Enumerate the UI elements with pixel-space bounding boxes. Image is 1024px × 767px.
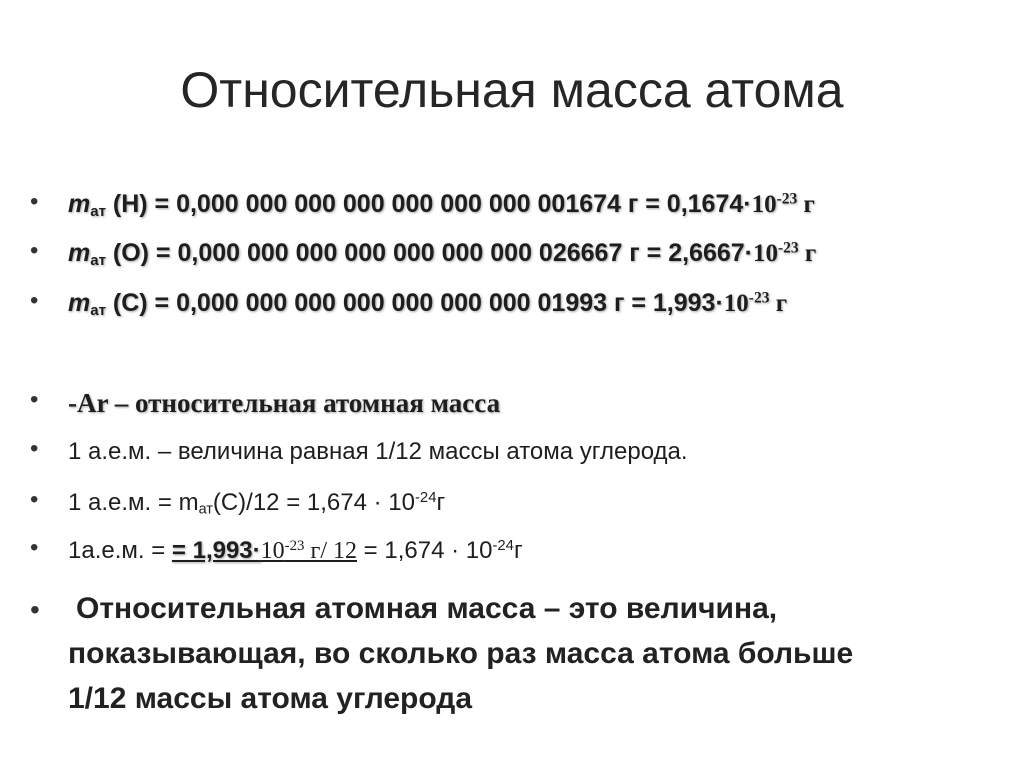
bullet-icon: •: [30, 594, 40, 625]
mass-h-formula: $m_{ат}$ (Н) = 0,000 000 000 000 000 000 000 001674 $г = 0,1674\cdot 10^{-23}$ г: [68, 190, 815, 220]
mass-o-formula: $m_{ат}$ (О) = 0,000 000 000 000 000 000 000 026667 $г = 2,6667\cdot 10^{-23}$ г: [68, 239, 817, 269]
aem-formula-2-text: 1а.е.м. = = $1,993\cdot 10^{-23}$ г/ $12 = 1,674 \cdot 10^{-24}г$: [68, 537, 523, 564]
bullet-icon: •: [30, 287, 39, 314]
bullet-icon: •: [30, 386, 39, 413]
definition-line-2: показывающая, во сколько раз масса атома больше: [68, 637, 854, 670]
bullet-icon: •: [30, 435, 39, 462]
aem-formula-text: 1 а.е.м. = $m_{ат}(С)/12 = 1,674 \cdot 10^{-24}г$: [68, 489, 446, 518]
definition-line-3: 1/12 массы атома углерода: [68, 682, 473, 715]
ar-definition-heading: -Ar – относительная атомная масса: [68, 388, 501, 418]
bullet-icon: •: [30, 534, 39, 561]
mass-c-formula: $m_{ат}$ (С) = 0,000 000 000 000 000 000 000 01993 $г = 1,993\cdot 10^{-23}$ г: [68, 289, 788, 319]
definition-line-1: Относительная атомная масса – это величина,: [76, 592, 778, 625]
bullet-icon: •: [30, 486, 39, 513]
bullet-icon: •: [30, 188, 39, 215]
definition-paragraph: [68, 586, 853, 721]
slide-title: Относительная масса атома: [180, 62, 844, 118]
aem-definition-text: 1 а.е.м. – величина равная 1/12 массы атома углерода.: [68, 438, 688, 465]
bullet-icon: •: [30, 237, 39, 264]
